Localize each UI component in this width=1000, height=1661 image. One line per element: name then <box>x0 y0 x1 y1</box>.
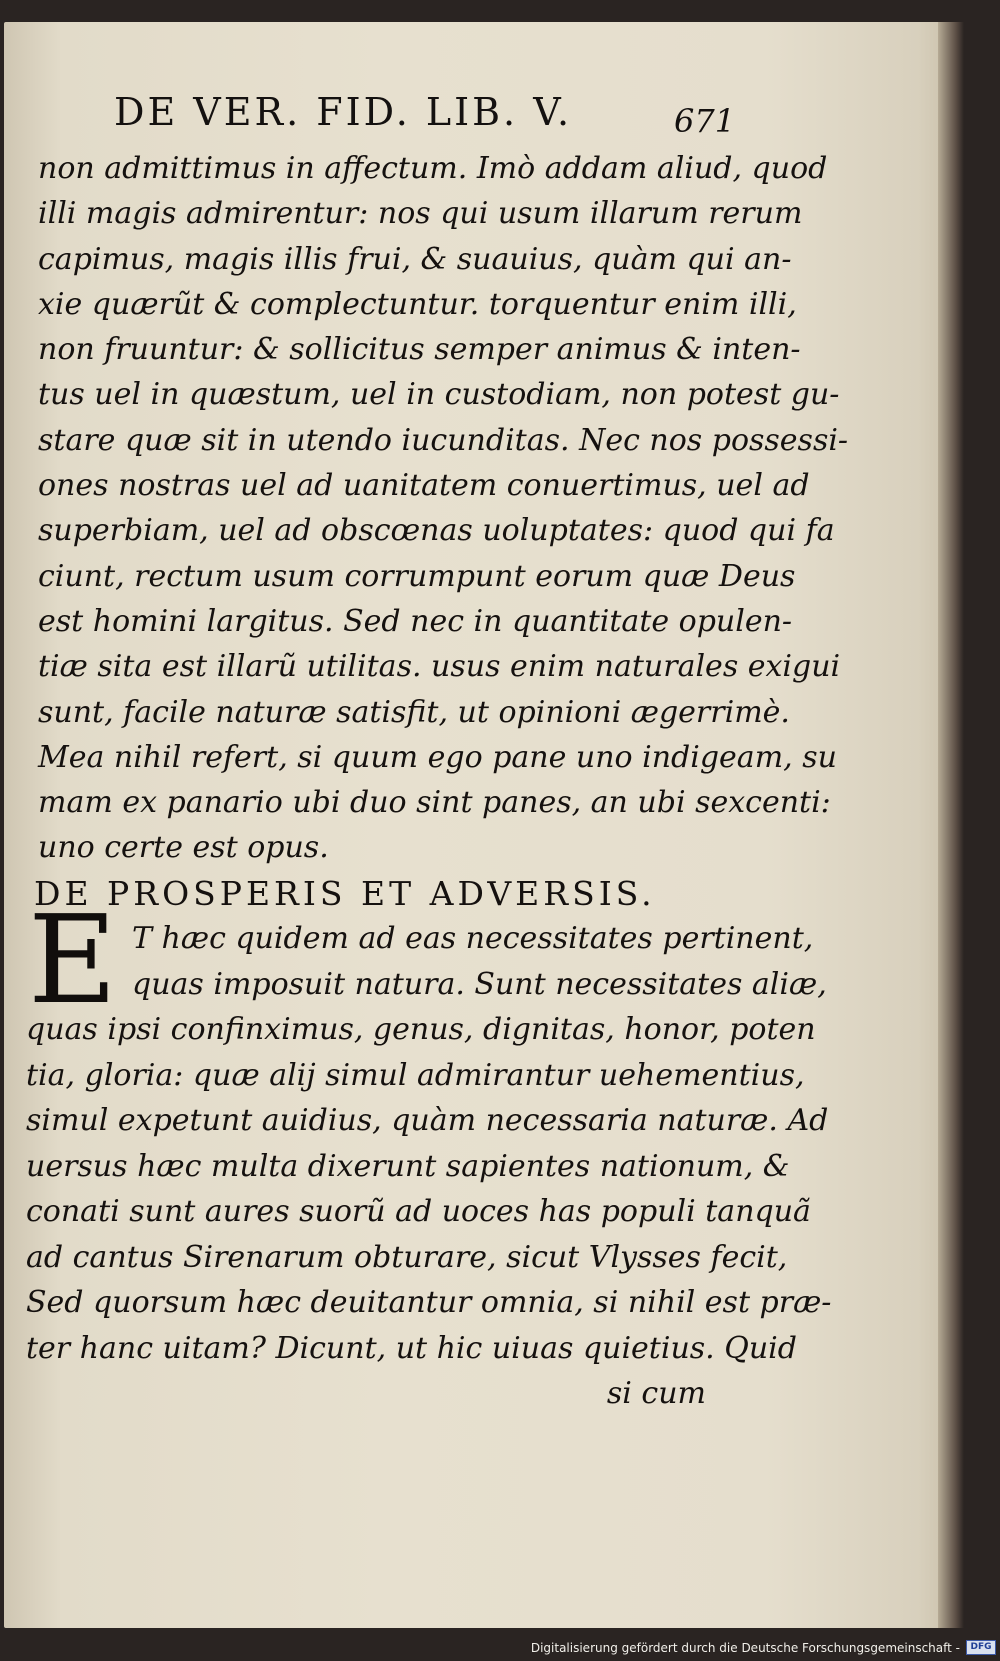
text-line: quas ipsi confinximus, genus, dignitas, honor, poten <box>26 1012 816 1047</box>
text-line: non admittimus in affectum. Imò addam aliud, quod <box>38 151 828 186</box>
text-line: quas imposuit natura. Sunt necessitates aliæ, <box>132 966 827 1002</box>
text-line: T hæc quidem ad eas necessitates pertinent, <box>132 921 814 956</box>
text-line: stare quæ sit in utendo iucunditas. Nec nos possessi- <box>38 422 849 458</box>
text-line: sunt, facile naturæ satisfit, ut opinioni ægerrimè. <box>38 694 790 730</box>
page-number: 671 <box>674 102 736 140</box>
running-title: DE VER. FID. LIB. V. <box>114 90 573 134</box>
text-line: ciunt, rectum usum corrumpunt eorum quæ Deus <box>38 558 796 594</box>
text-line: non fruuntur: & sollicitus semper animus & inten- <box>38 332 801 368</box>
section-heading: DE PROSPERIS ET ADVERSIS. <box>34 874 656 913</box>
dfg-logo[interactable] <box>966 1640 996 1655</box>
text-line: Mea nihil refert, si quum ego pane uno indigeam, su <box>38 739 837 775</box>
text-block-2 <box>26 916 832 1417</box>
text-line: ad cantus Sirenarum obturare, sicut Vlysses fecit, <box>26 1239 788 1275</box>
text-line: est homini largitus. Sed nec in quantitate opulen- <box>38 603 793 639</box>
dfg-logo-text: DFG <box>970 1642 992 1652</box>
catchword: si cum <box>606 1376 706 1411</box>
text-block-1 <box>38 146 849 871</box>
text-line: simul expetunt auidius, quàm necessaria naturæ. Ad <box>26 1103 829 1138</box>
text-line: mam ex panario ubi duo sint panes, an ubi sexcenti: <box>38 785 831 821</box>
text-line: ter hanc uitam? Dicunt, ut hic uiuas quietius. Quid <box>26 1330 797 1366</box>
text-line: uersus hæc multa dixerunt sapientes nationum, & <box>26 1148 790 1184</box>
digitization-credit: Digitalisierung gefördert durch die Deutsche Forschungsgemeinschaft - <box>530 1641 960 1655</box>
text-line: ones nostras uel ad uanitatem conuertimus, uel ad <box>38 468 810 504</box>
page-edge-shadow <box>938 22 964 1628</box>
text-line: tia, gloria: quæ alij simul admirantur uehementius, <box>26 1057 805 1093</box>
text-line: superbiam, uel ad obscœnas uoluptates: quod qui fa <box>38 513 835 549</box>
text-line: uno certe est opus. <box>38 830 329 866</box>
text-line: xie quærũt & complectuntur. torquentur enim illi, <box>38 286 797 322</box>
text-line: illi magis admirentur: nos qui usum illarum rerum <box>38 196 803 232</box>
text-line: capimus, magis illis frui, & suauius, quàm qui an- <box>38 241 792 277</box>
text-line: tiæ sita est illarũ utilitas. usus enim naturales exigui <box>38 649 841 685</box>
text-line: tus uel in quæstum, uel in custodiam, non potest gu- <box>38 377 840 413</box>
drop-cap-initial: E <box>28 889 118 1031</box>
text-line: Sed quorsum hæc deuitantur omnia, si nihil est præ- <box>26 1285 832 1320</box>
text-line: conati sunt aures suorũ ad uoces has populi tanquã <box>26 1194 811 1229</box>
